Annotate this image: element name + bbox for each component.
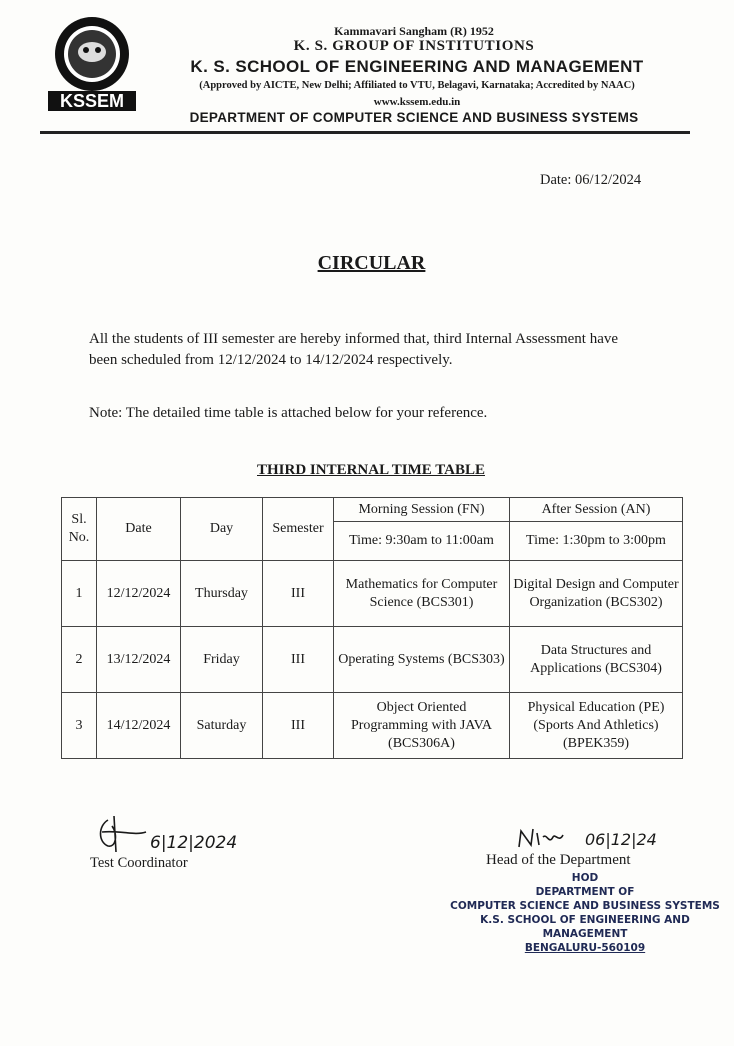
cell-after-subject: Data Structures and Applications (BCS304) — [510, 627, 683, 693]
cell-morning-subject: Mathematics for Computer Science (BCS301) — [334, 561, 510, 627]
timetable — [61, 497, 683, 759]
cell-sl: 2 — [62, 627, 97, 693]
cell-after-subject: Digital Design and Computer Organization (BCS302) — [510, 561, 683, 627]
cell-sl: 1 — [62, 561, 97, 627]
department-name: DEPARTMENT OF COMPUTER SCIENCE AND BUSINESS SYSTEMS — [189, 110, 639, 125]
logo-text: KSSEM — [59, 91, 125, 111]
stamp-line: DEPARTMENT OF — [535, 886, 635, 898]
header-divider — [40, 131, 690, 134]
header-sl: Sl. No. — [62, 498, 97, 561]
header-after-time: Time: 1:30pm to 3:00pm — [510, 522, 683, 561]
header-after: After Session (AN) — [510, 498, 683, 522]
cell-date: 13/12/2024 — [97, 627, 181, 693]
header-morning-time: Time: 9:30am to 11:00am — [334, 522, 510, 561]
approval-line: (Approved by AICTE, New Delhi; Affiliated to VTU, Belagavi, Karnataka; Accredited by NAAC) — [199, 80, 635, 91]
cell-day: Saturday — [181, 693, 263, 759]
cell-day: Thursday — [181, 561, 263, 627]
hod-stamp — [440, 871, 730, 955]
cell-morning-subject: Operating Systems (BCS303) — [334, 627, 510, 693]
circular-title: CIRCULAR — [317, 252, 426, 274]
school-name: K. S. SCHOOL OF ENGINEERING AND MANAGEMENT — [190, 57, 644, 76]
cell-semester: III — [263, 561, 334, 627]
cell-semester: III — [263, 627, 334, 693]
table-row — [62, 627, 683, 693]
circular-body: All the students of III semester are hereby informed that, third Internal Assessment have been scheduled from 12/12/2024 to 14/12/2024 respectively. — [89, 331, 619, 368]
cell-sl: 3 — [62, 693, 97, 759]
cell-morning-subject: Object Oriented Programming with JAVA (BCS306A) — [334, 693, 510, 759]
circular-date: Date: 06/12/2024 — [540, 172, 642, 188]
stamp-line: HOD — [571, 872, 599, 884]
coordinator-sign-date: 6|12|2024 — [150, 833, 238, 853]
cell-date: 14/12/2024 — [97, 693, 181, 759]
table-row — [62, 561, 683, 627]
cell-after-subject: Physical Education (PE) (Sports And Athletics) (BPEK359) — [510, 693, 683, 759]
stamp-line: COMPUTER SCIENCE AND BUSINESS SYSTEMS — [450, 900, 720, 912]
website: www.kssem.edu.in — [373, 96, 461, 108]
table-header-row — [62, 498, 683, 522]
hod-label: Head of the Department — [486, 852, 631, 868]
header-morning: Morning Session (FN) — [334, 498, 510, 522]
coordinator-label: Test Coordinator — [90, 855, 188, 871]
sangham-line: Kammavari Sangham (R) 1952 — [334, 24, 494, 38]
cell-day: Friday — [181, 627, 263, 693]
cell-date: 12/12/2024 — [97, 561, 181, 627]
stamp-line: K.S. SCHOOL OF ENGINEERING AND MANAGEMENT — [480, 914, 690, 940]
timetable-title: THIRD INTERNAL TIME TABLE — [257, 462, 485, 478]
hod-sign-date: 06|12|24 — [585, 830, 657, 849]
header-date: Date — [97, 498, 181, 561]
table-row — [62, 693, 683, 759]
circular-note: Note: The detailed time table is attached below for your reference. — [89, 405, 488, 421]
stamp-line: BENGALURU-560109 — [524, 942, 646, 954]
cell-semester: III — [263, 693, 334, 759]
header-semester: Semester — [263, 498, 334, 561]
header-day: Day — [181, 498, 263, 561]
group-name: K. S. GROUP OF INSTITUTIONS — [293, 38, 535, 54]
